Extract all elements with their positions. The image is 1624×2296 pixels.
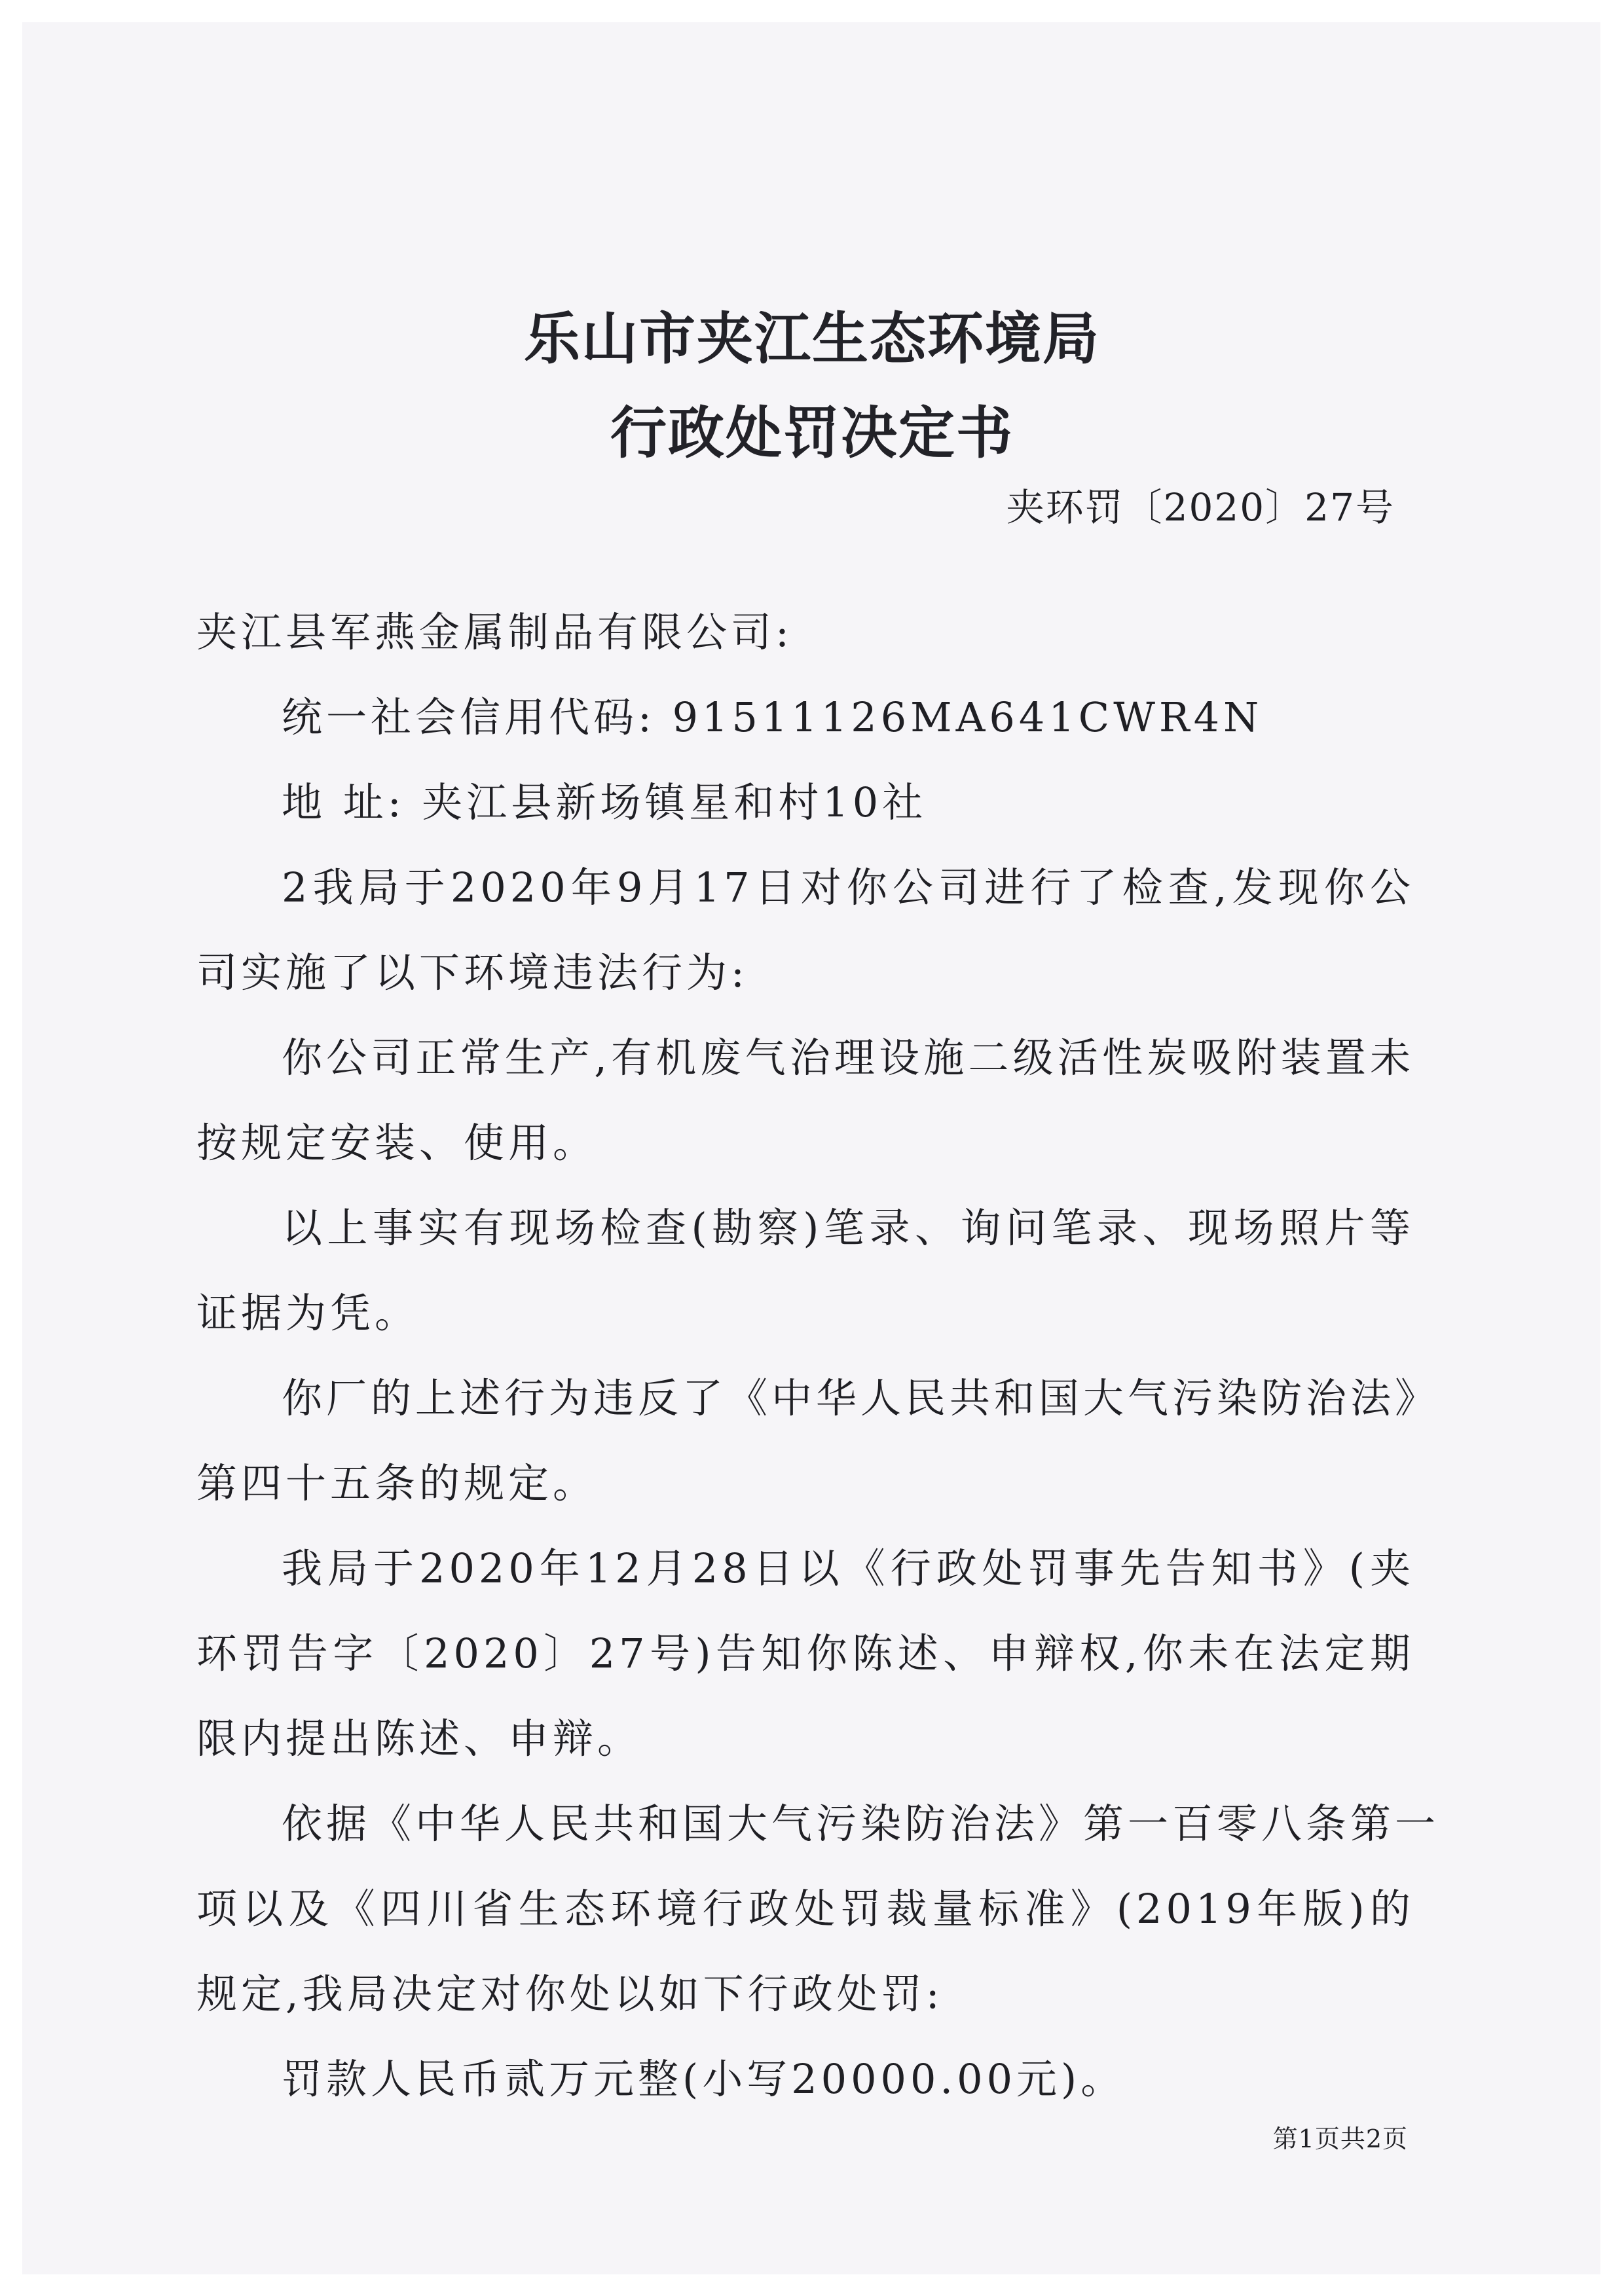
document-number: 夹环罚〔2020〕27号 — [1006, 485, 1395, 530]
paragraph-line: 司实施了以下环境违法行为: — [196, 949, 748, 996]
paragraph-line: 依据《中华人民共和国大气污染防治法》第一百零八条第一 — [282, 1800, 1440, 1848]
paragraph-line: 规定,我局决定对你处以如下行政处罚: — [196, 1970, 944, 2018]
address-line: 地 址: 夹江县新场镇星和村10社 — [282, 778, 927, 826]
credit-code-line: 统一社会信用代码: 91511126MA641CWR4N — [282, 693, 1263, 741]
paragraph-line: 第四十五条的规定。 — [196, 1459, 598, 1507]
paragraph-line: 环罚告字〔2020〕27号)告知你陈述、申辩权,你未在法定期 — [196, 1630, 1414, 1677]
paragraph-line: 证据为凭。 — [196, 1289, 420, 1337]
paragraph-line: 2我局于2020年9月17日对你公司进行了检查,发现你公 — [282, 864, 1414, 911]
recipient-line: 夹江县军燕金属制品有限公司: — [196, 608, 793, 656]
paragraph-line: 按规定安装、使用。 — [196, 1119, 598, 1167]
paragraph-line: 你厂的上述行为违反了《中华人民共和国大气污染防治法》 — [282, 1374, 1440, 1422]
page-number: 第1页共2页 — [1272, 2124, 1408, 2153]
paragraph-line: 以上事实有现场检查(勘察)笔录、询问笔录、现场照片等 — [282, 1204, 1414, 1252]
paragraph-line: 我局于2020年12月28日以《行政处罚事先告知书》(夹 — [282, 1544, 1414, 1592]
paragraph-line: 项以及《四川省生态环境行政处罚裁量标准》(2019年版)的 — [196, 1885, 1414, 1933]
page-title: 乐山市夹江生态环境局 — [524, 306, 1100, 372]
paragraph-line: 你公司正常生产,有机废气治理设施二级活性炭吸附装置未 — [282, 1034, 1414, 1082]
penalty-line: 罚款人民币贰万元整(小写20000.00元)。 — [282, 2055, 1126, 2103]
document-type-title: 行政处罚决定书 — [610, 400, 1014, 466]
paragraph-line: 限内提出陈述、申辩。 — [196, 1715, 642, 1762]
